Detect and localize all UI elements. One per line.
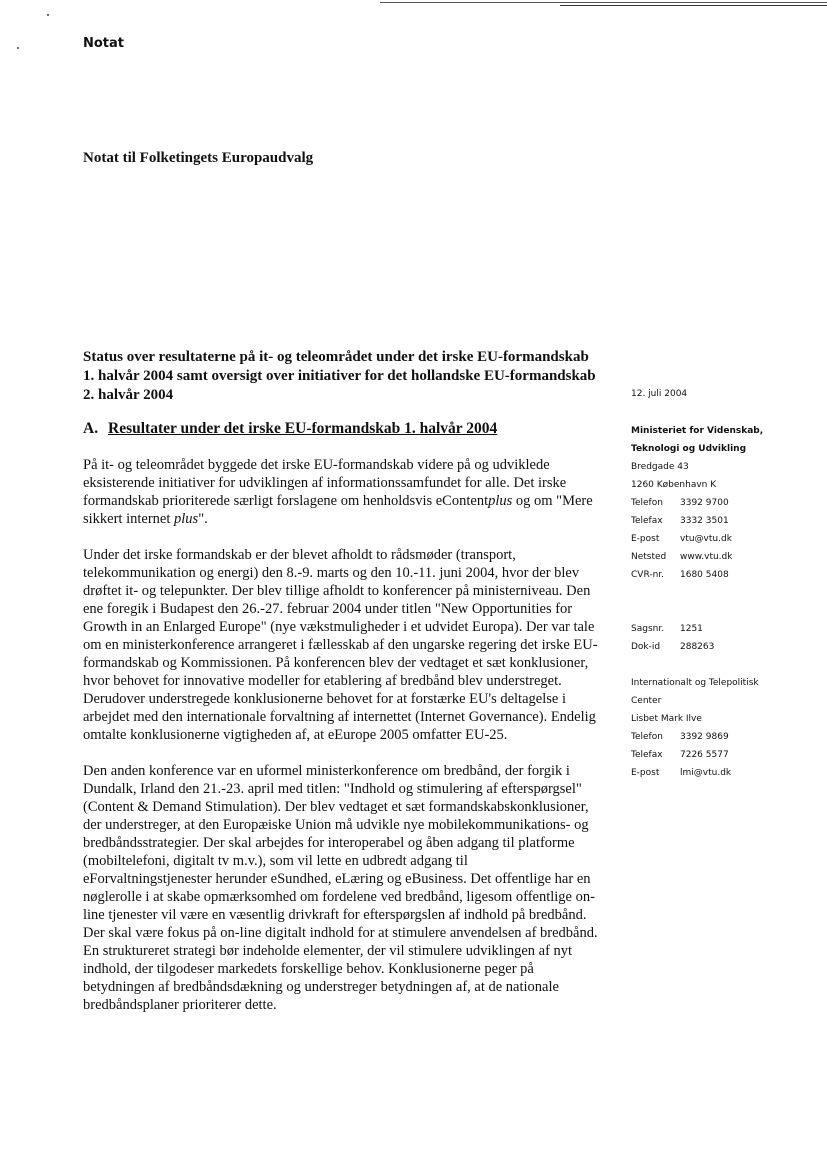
reference-info (631, 620, 821, 656)
document-type: Notat (83, 36, 125, 51)
info-row: Telefon 3392 9700 (631, 498, 729, 508)
paragraph-2: Under det irske formandskab er der blevet afholdt to rådsmøder (transport, telekommunikation og energi) den 8.-9. marts og den 10.-11. juni 2004, hvor der blev drøftet it- og telepunkter. Der blev tillige afholdt to konferencer på ministerniveau. Den ene foregik i Budapest den 26.-27. februar 2004 under titlen "New Opportunities for Growth in an Enlarged Europe" (nye vækstmuligheder i et udvidet Europa). Der var tale om en ministerkonference arrangeret i fællesskab af den ungarske regering det irske EU-formandskab og Kommissionen. På konferencen blev der vedtaget et sæt konklusioner, hvor behovet for innovative modeller for etablering af bredbånd blev understreget. Derudover understregede konklusionerne behovet for at forstærke EU's deltagelse i arbejdet med den internationale forvaltning af internettet (Internet Governance). Endelig omtalte konklusionerne vigtigheden af, at eEurope 2005 omfatter EU-25. (83, 547, 598, 743)
contact-name: Lisbet Mark Ilve (631, 714, 702, 724)
info-row: Telefax 3332 3501 (631, 516, 729, 526)
ministry-info (631, 422, 821, 584)
body-text (83, 456, 598, 1032)
address-street: Bredgade 43 (631, 462, 689, 472)
info-row: E-post vtu@vtu.dk (631, 534, 732, 544)
section-title: Resultater under det irske EU-formandskab 1. halvår 2004 (108, 420, 498, 437)
info-row: CVR-nr. 1680 5408 (631, 570, 729, 580)
paragraph-1: På it- og teleområdet byggede det irske EU-formandskab videre på og udviklede eksisterende initiativer for udviklingen af informationssamfundet for alle. Det irske formandskab prioriterede særligt forslagene om henholdsvis eContentplus og om "Mere sikkert internet plus". (83, 457, 593, 527)
contact-info (631, 674, 821, 782)
ministry-name-cont: Teknologi og Udvikling (631, 444, 747, 454)
ref-row: Sagsnr. 1251 (631, 624, 703, 634)
section-letter: A. (83, 420, 99, 437)
office-name-cont: Center (631, 696, 662, 706)
scan-speck (47, 14, 49, 16)
ministry-name: Ministeriet for Videnskab, (631, 426, 764, 436)
document-date: 12. juli 2004 (631, 389, 688, 399)
ref-row: Dok-id 288263 (631, 642, 715, 652)
address-city: 1260 København K (631, 480, 717, 490)
recipient-line: Notat til Folketingets Europaudvalg (83, 150, 314, 166)
office-name: Internationalt og Telepolitisk (631, 678, 759, 688)
scan-speck (17, 47, 19, 49)
contact-row: E-post lmi@vtu.dk (631, 768, 732, 778)
scan-border-line (380, 2, 827, 3)
paragraph-3: Den anden konference var en uformel ministerkonference om bredbånd, der forgik i Dundalk, Irland den 21.-23. april med titlen: "Indhold og stimulering af efterspørgsel" (Content & Demand Stimulation). Der blev vedtaget et sæt formandskabskonklusioner, der understreger, at den Europæiske Union må udvikle nye mobilekommunikations- og bredbåndsstrategier. Der skal arbejdes for interoperabel og åben adgang til platforme (mobiltelefoni, digitalt tv m.v.), som vil lette en udbredt adgang til eForvaltningstjenester herunder eSundhed, eLæring og eBusiness. Det offentlige har en nøglerolle i at skabe opmærksomhed om fordelene ved bredbånd, ligesom offentlige on-line tjenester vil være en væsentlig drivkraft for efterspørgslen af indhold på bredbånd. Der skal være fokus på on-line digitalt indhold for at stimulere anvendelsen af bredbånd. En struktureret strategi bør indeholde elementer, der vil stimulere udviklingen af nyt indhold, der tilgodeser markedets forskellige behov. Konklusionerne peger på betydningen af bredbåndsdækning og understreger betydningen af, at de nationale bredbåndsplaner prioriterer dette. (83, 763, 598, 1013)
scan-border-line (560, 5, 827, 6)
document-title: Status over resultaterne på it- og teleområdet under det irske EU-formandskab 1. halvår 2004 samt oversigt over initiativer for det hollandske EU-formandskab 2. halvår 2004 (83, 349, 596, 403)
section-heading (83, 420, 497, 438)
contact-row: Telefax 7226 5577 (631, 750, 729, 760)
info-row: Netsted www.vtu.dk (631, 552, 733, 562)
contact-row: Telefon 3392 9869 (631, 732, 729, 742)
